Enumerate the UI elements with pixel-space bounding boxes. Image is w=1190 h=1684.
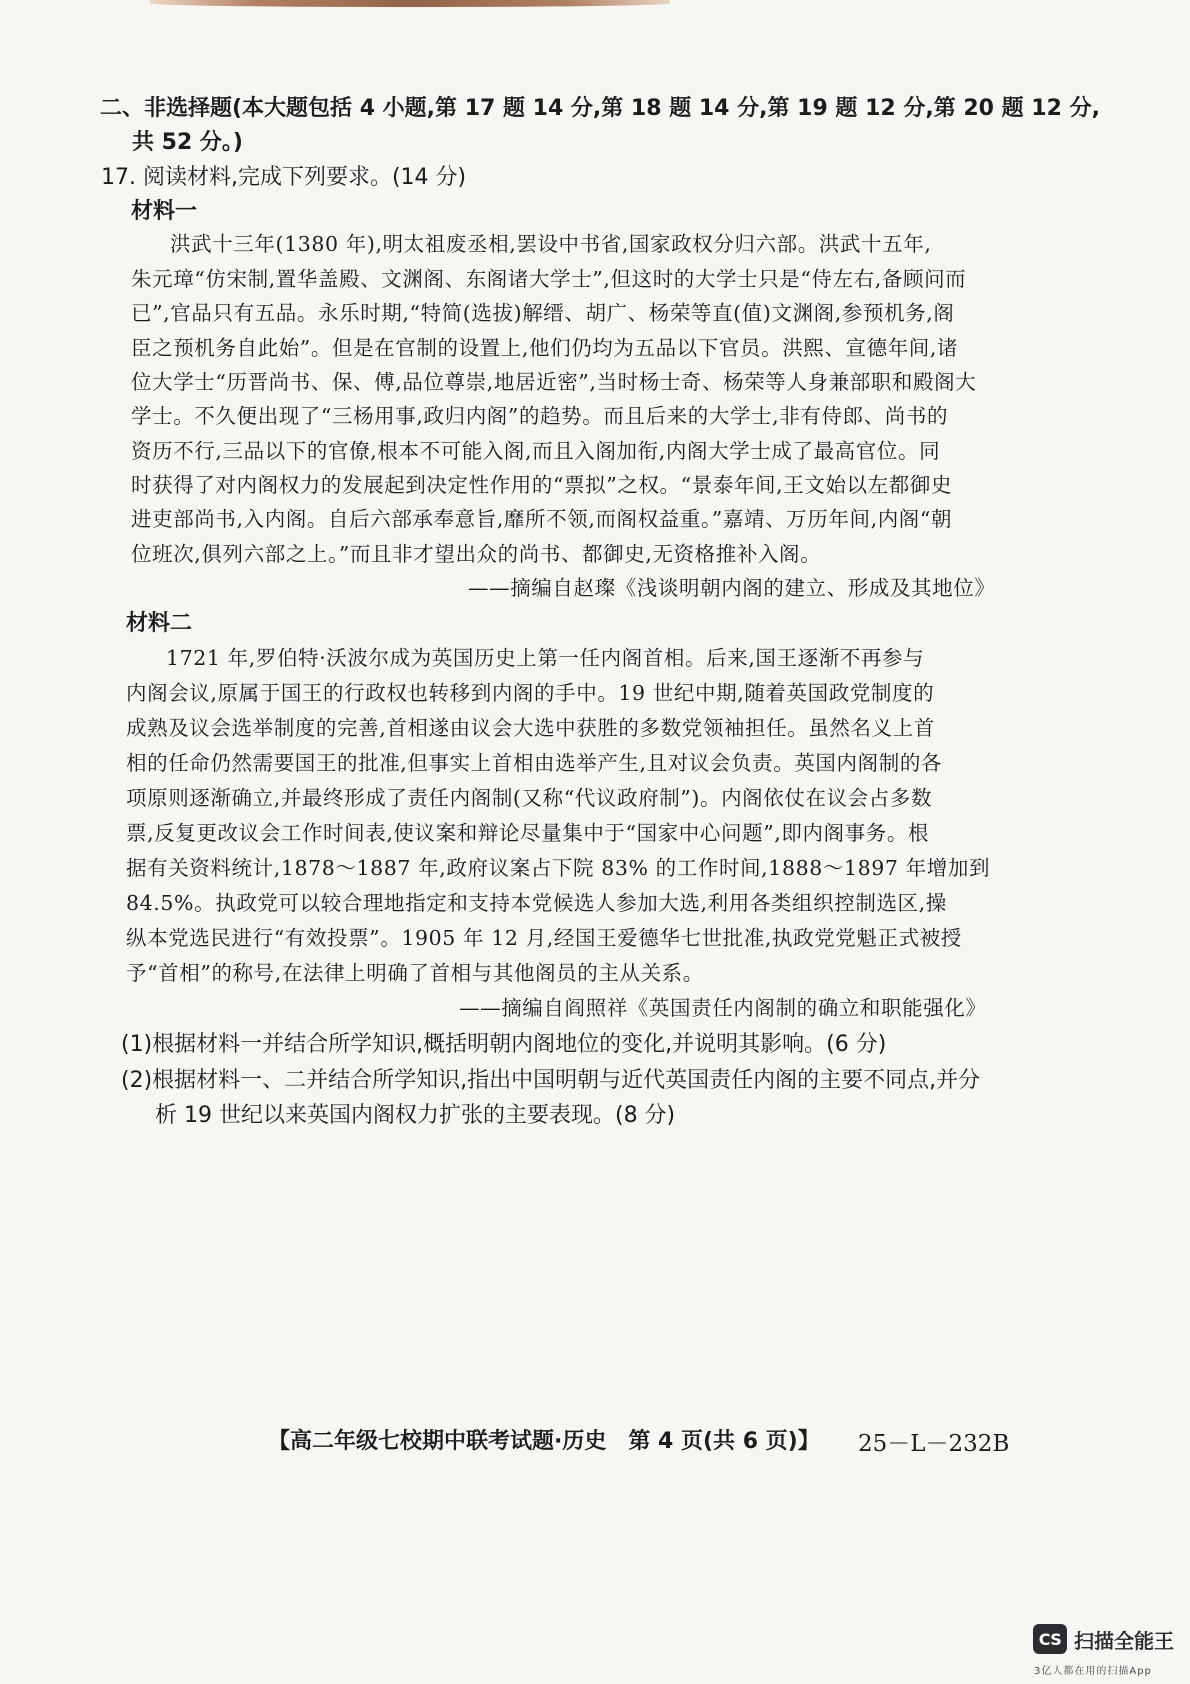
footer-subject: 历史	[562, 1429, 607, 1454]
material2-line: 据有关资料统计,1878～1887 年,政府议案占下院 83% 的工作时间,1888～1897 年增加到	[126, 856, 991, 880]
scanner-watermark	[1033, 1624, 1174, 1654]
material1-line: 朱元璋“仿宋制,置华盖殿、文渊阁、东阁诸大学士”,但这时的大学士只是“侍左右,备顾问而	[131, 267, 967, 291]
material1-line: 资历不行,三品以下的官僚,根本不可能入阁,而且入阁加衔,内阁大学士成了最高官位。同	[131, 439, 941, 463]
material2-line: 1721 年,罗伯特·沃波尔成为英国历史上第一任内阁首相。后来,国王逐渐不再参与	[166, 646, 925, 670]
material1-source: ——摘编自赵璨《浅谈明朝内阁的建立、形成及其地位》	[468, 576, 996, 600]
material2-label: 材料二	[126, 611, 193, 636]
material2-line: 予“首相”的称号,在法律上明确了首相与其他阁员的主从关系。	[126, 961, 704, 985]
material2-line: 票,反复更改议会工作时间表,使议案和辩论尽量集中于“国家中心问题”,即内阁事务。根	[126, 821, 930, 845]
material2-line: 相的任命仍然需要国王的批准,但事实上首相由选举产生,且对议会负责。英国内阁制的各	[126, 751, 943, 775]
subquestion-2-line2: 析 19 世纪以来英国内阁权力扩张的主要表现。(8 分)	[155, 1103, 676, 1128]
footer-page-info: 第 4 页(共 6 页)】	[628, 1429, 820, 1454]
material2-line: 项原则逐渐确立,并最终形成了责任内阁制(又称“代议政府制”)。内阁依仗在议会占多数	[126, 786, 933, 810]
material1-line: 时获得了对内阁权力的发展起到决定性作用的“票拟”之权。“景泰年间,王文始以左都御史	[131, 473, 953, 497]
material2-line: 84.5%。执政党可以较合理地指定和支持本党候选人参加大选,利用各类组织控制选区,操	[126, 891, 947, 915]
material1-line: 已”,官品只有五品。永乐时期,“特简(选拔)解缙、胡广、杨荣等直(值)文渊阁,参预机务,阁	[131, 301, 955, 325]
material2-line: 纵本党选民进行“有效投票”。1905 年 12 月,经国王爱德华七世批准,执政党党魁正式被授	[126, 926, 962, 950]
top-edge-bleed	[150, 0, 670, 7]
subquestion-2-line1: (2)根据材料一、二并结合所学知识,指出中国明朝与近代英国责任内阁的主要不同点,并分	[121, 1068, 981, 1093]
question-stem: 17. 阅读材料,完成下列要求。(14 分)	[101, 165, 467, 190]
material1-line: 进吏部尚书,入内阁。自后六部承奉意旨,靡所不领,而阁权益重。”嘉靖、万历年间,内阁“朝	[131, 507, 953, 531]
scanner-app-tagline: 3亿人都在用的扫描App	[1034, 1666, 1152, 1677]
section-heading-line1: 二、非选择题(本大题包括 4 小题,第 17 题 14 分,第 18 题 14 分,第 19 题 12 分,第 20 题 12 分,	[100, 96, 1100, 121]
footer-exam-title: 【高二年级七校期中联考试题·	[268, 1429, 563, 1454]
material1-line: 臣之预机务自此始”。但是在官制的设置上,他们仍均为五品以下官员。洪熙、宣德年间,诸	[131, 336, 959, 360]
material1-line: 位大学士“历晋尚书、保、傅,品位尊崇,地居近密”,当时杨士奇、杨荣等人身兼部职和殿阁大	[131, 370, 977, 394]
cs-logo-icon: CS	[1033, 1624, 1067, 1654]
subquestion-1: (1)根据材料一并结合所学知识,概括明朝内阁地位的变化,并说明其影响。(6 分)	[121, 1032, 887, 1057]
material2-source: ——摘编自阎照祥《英国责任内阁制的确立和职能强化》	[459, 996, 987, 1020]
section-heading-line2: 共 52 分。)	[132, 130, 243, 155]
material1-line: 位班次,俱列六部之上。”而且非才望出众的尚书、都御史,无资格推补入阁。	[131, 542, 822, 566]
material2-line: 成熟及议会选举制度的完善,首相遂由议会大选中获胜的多数党领袖担任。虽然名义上首	[126, 716, 935, 740]
material1-line: 洪武十三年(1380 年),明太祖废丞相,罢设中书省,国家政权分归六部。洪武十五年,	[170, 232, 932, 256]
scanner-app-name: 扫描全能王	[1074, 1628, 1174, 1653]
material1-line: 学士。不久便出现了“三杨用事,政归内阁”的趋势。而且后来的大学士,非有侍郎、尚书的	[131, 404, 949, 428]
material2-line: 内阁会议,原属于国王的行政权也转移到内阁的手中。19 世纪中期,随着英国政党制度的	[126, 681, 935, 705]
material1-label: 材料一	[131, 199, 198, 224]
page-footer	[268, 1431, 820, 1453]
footer-code: 25－L－232B	[858, 1431, 1010, 1457]
